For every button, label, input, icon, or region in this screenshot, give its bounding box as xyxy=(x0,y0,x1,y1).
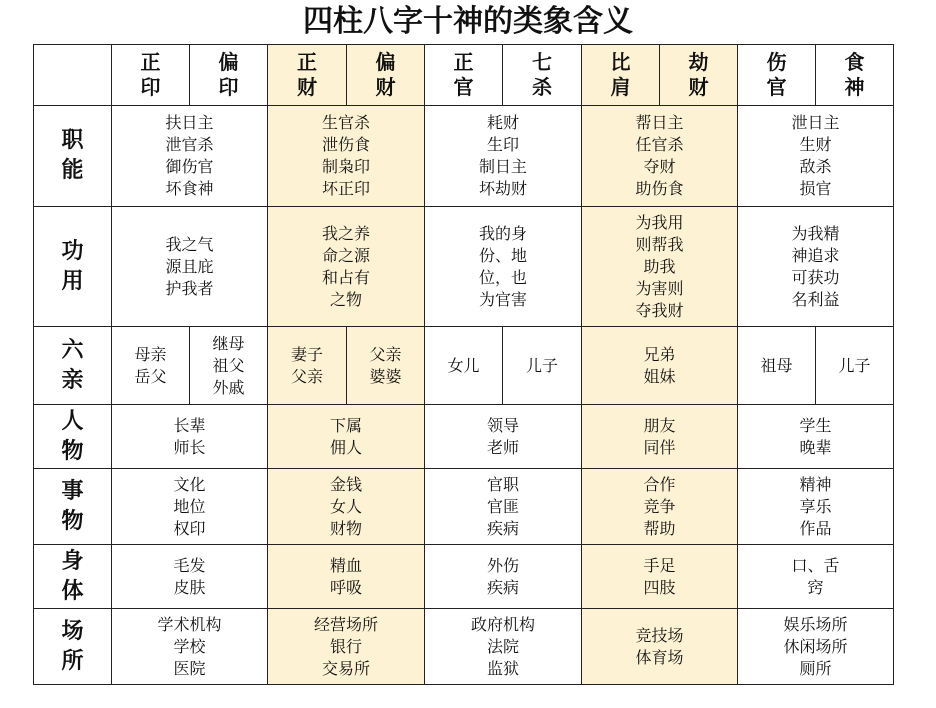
row-renwu xyxy=(34,405,894,469)
cell-shishang: 为我精 神追求 可获功 名利益 xyxy=(738,207,894,327)
cell-shishang: 泄日主 生财 敌杀 损官 xyxy=(738,106,894,207)
ten-gods-table xyxy=(33,44,894,685)
row-label-zhineng: 职 能 xyxy=(34,106,112,207)
cell-cai: 生官杀 泄伤食 制枭印 坏正印 xyxy=(268,106,425,207)
cell-guansha: 政府机构 法院 监狱 xyxy=(425,609,582,685)
cell-shishang: 学生 晚辈 xyxy=(738,405,894,469)
header-shangguan: 伤 官 xyxy=(738,45,816,106)
header-zhengguan: 正 官 xyxy=(425,45,503,106)
cell-guansha: 领导 老师 xyxy=(425,405,582,469)
header-zhengyin: 正 印 xyxy=(112,45,190,106)
cell-yin: 长辈 师长 xyxy=(112,405,268,469)
cell-shishen: 儿子 xyxy=(816,327,894,405)
cell-bijie: 手足 四肢 xyxy=(582,545,738,609)
cell-bijie: 为我用 则帮我 助我 为害则 夺我财 xyxy=(582,207,738,327)
cell-bijie: 竞技场 体育场 xyxy=(582,609,738,685)
corner-cell xyxy=(34,45,112,106)
cell-cai: 经营场所 银行 交易所 xyxy=(268,609,425,685)
cell-guansha: 耗财 生印 制日主 坏劫财 xyxy=(425,106,582,207)
row-liuqin xyxy=(34,327,894,405)
header-pianyin: 偏 印 xyxy=(190,45,268,106)
header-qisha: 七 杀 xyxy=(503,45,582,106)
row-shiwu xyxy=(34,469,894,545)
cell-guansha: 我的身 份、地 位，也 为官害 xyxy=(425,207,582,327)
row-label-shiwu: 事 物 xyxy=(34,469,112,545)
cell-zhengguan: 女儿 xyxy=(425,327,503,405)
cell-shishang: 口、舌 窍 xyxy=(738,545,894,609)
header-bijian: 比 肩 xyxy=(582,45,660,106)
cell-shangguan: 祖母 xyxy=(738,327,816,405)
cell-cai: 下属 佣人 xyxy=(268,405,425,469)
cell-yin: 文化 地位 权印 xyxy=(112,469,268,545)
cell-guansha: 官职 官匪 疾病 xyxy=(425,469,582,545)
page-title: 四柱八字十神的类象含义 xyxy=(303,4,633,39)
cell-shishang: 娱乐场所 休闲场所 厕所 xyxy=(738,609,894,685)
cell-yin: 毛发 皮肤 xyxy=(112,545,268,609)
row-gongyong xyxy=(34,207,894,327)
cell-bijie: 朋友 同伴 xyxy=(582,405,738,469)
header-jiecai: 劫 财 xyxy=(660,45,738,106)
cell-pianyin: 继母 祖父 外戚 xyxy=(190,327,268,405)
row-label-liuqin: 六 亲 xyxy=(34,327,112,405)
cell-bijie: 帮日主 任官杀 夺财 助伤食 xyxy=(582,106,738,207)
cell-cai: 金钱 女人 财物 xyxy=(268,469,425,545)
cell-qisha: 儿子 xyxy=(503,327,582,405)
cell-guansha: 外伤 疾病 xyxy=(425,545,582,609)
cell-yin: 学术机构 学校 医院 xyxy=(112,609,268,685)
cell-cai: 精血 呼吸 xyxy=(268,545,425,609)
row-shenti xyxy=(34,545,894,609)
header-row xyxy=(34,45,894,106)
cell-bijie: 合作 竞争 帮助 xyxy=(582,469,738,545)
cell-cai: 我之养 命之源 和占有 之物 xyxy=(268,207,425,327)
row-label-renwu: 人 物 xyxy=(34,405,112,469)
header-piancai: 偏 财 xyxy=(347,45,425,106)
header-shishen: 食 神 xyxy=(816,45,894,106)
cell-shishang: 精神 享乐 作品 xyxy=(738,469,894,545)
cell-bijie: 兄弟 姐妹 xyxy=(582,327,738,405)
row-changsuo xyxy=(34,609,894,685)
cell-zhengyin: 母亲 岳父 xyxy=(112,327,190,405)
row-zhineng xyxy=(34,106,894,207)
header-zhengcai: 正 财 xyxy=(268,45,347,106)
cell-yin: 我之气 源且庇 护我者 xyxy=(112,207,268,327)
cell-yin: 扶日主 泄官杀 御伤官 坏食神 xyxy=(112,106,268,207)
row-label-gongyong: 功 用 xyxy=(34,207,112,327)
cell-zhengcai: 妻子 父亲 xyxy=(268,327,347,405)
row-label-shenti: 身 体 xyxy=(34,545,112,609)
row-label-changsuo: 场 所 xyxy=(34,609,112,685)
cell-piancai: 父亲 婆婆 xyxy=(347,327,425,405)
